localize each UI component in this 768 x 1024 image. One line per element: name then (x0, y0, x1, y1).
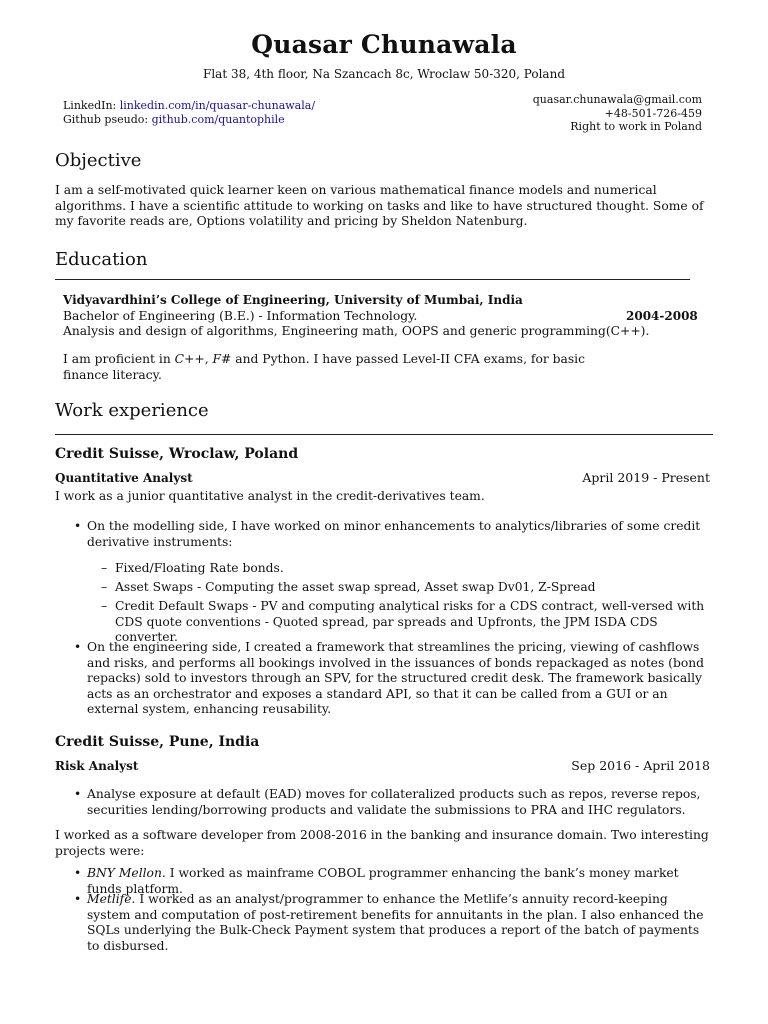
college-name: Vidyavardhini’s College of Engineering, University of Mumbai, India (63, 293, 523, 307)
job2-bullet-ead (74, 787, 714, 818)
dash-mark: – (101, 580, 108, 594)
job1-sub-cds (101, 599, 715, 646)
lang-sep: , (204, 352, 213, 366)
dash-mark: – (101, 561, 108, 575)
work-rule (55, 434, 713, 435)
education-heading: Education (55, 249, 148, 270)
job1-bullet-modelling-text: On the modelling side, I have worked on minor enhancements to analytics/libraries of some credit derivative instruments: (87, 519, 701, 549)
job1-bullet-engineering-text: On the engineering side, I created a framework that streamlines the pricing, viewing of cashflows and risks, and performs all bookings involved in the issuances of bonds repackaged as notes (bond repacks) sold to investors through an SPV, for the structured credit desk. The framework basically acts as an orchestrator and exposes a standard API, so that it can be called from a GUI or an external system, enhancing reusability. (87, 640, 705, 716)
objective-heading: Objective (55, 150, 142, 171)
github-link[interactable]: github.com/quantophile (151, 113, 285, 126)
bullet-mark: • (74, 640, 82, 654)
work-heading: Work experience (55, 400, 209, 421)
job1-sub-asset-swaps-text: Asset Swaps - Computing the asset swap spread, Asset swap Dv01, Z-Spread (115, 580, 596, 594)
lang-cpp: C++ (174, 352, 205, 366)
job1-dates: April 2019 - Present (582, 470, 710, 485)
postal-address: Flat 38, 4th floor, Na Szancach 8c, Wroclaw 50-320, Poland (203, 67, 565, 81)
project-metlife (74, 892, 714, 954)
proficiency-pre: I am proficient in (63, 352, 175, 366)
job1-bullet-modelling (74, 519, 714, 550)
education-years: 2004-2008 (626, 309, 698, 323)
objective-text: I am a self-motivated quick learner keen on various mathematical finance models and numerical algorithms. I have a scientific attitude to working on tasks and like to have structured thought. Some of my favorite reads are, Options volatility and pricing by Sheldon Natenburg. (55, 183, 704, 228)
job1-sub-asset-swaps (101, 580, 715, 596)
project-bny-text: I worked as mainframe COBOL programmer enhancing the bank’s money market funds platform. (87, 866, 679, 896)
github-line (63, 113, 285, 127)
bullet-mark: • (74, 892, 82, 906)
proficiency-post: and Python. I have passed Level-II CFA exams, for basic finance literacy. (63, 352, 586, 382)
linkedin-line (63, 99, 315, 113)
email-address: quasar.chunawala@gmail.com (532, 93, 702, 106)
lang-fsharp: F# (212, 352, 232, 366)
job1-sub-bonds (101, 561, 715, 577)
job1-sub-cds-text: Credit Default Swaps - PV and computing analytical risks for a CDS contract, well-versed with CDS quote conventions - Quoted spread, par spreads and Upfronts, the JPM ISDA CDS converter. (115, 599, 705, 644)
project-metlife-text: I worked as an analyst/programmer to enhance the Metlife’s annuity record-keeping system and computation of post-retirement benefits for annuitants in the plan. I also enhanced the SQLs underlying the Bulk-Check Payment system that produces a report of the batch of payments to disbursed. (87, 892, 704, 953)
job2-company: Credit Suisse, Pune, India (55, 734, 260, 750)
job2-dates: Sep 2016 - April 2018 (571, 758, 710, 773)
resume-name: Quasar Chunawala (251, 30, 517, 59)
project-bny-name: BNY Mellon. (87, 866, 166, 880)
job1-summary: I work as a junior quantitative analyst in the credit-derivatives team. (55, 489, 485, 503)
degree: Bachelor of Engineering (B.E.) - Information Technology. (63, 308, 418, 323)
dash-mark: – (101, 599, 108, 613)
proficiency-text (63, 352, 623, 383)
education-rule (55, 279, 690, 280)
job2-role: Risk Analyst (55, 759, 139, 773)
job2-bullet-ead-text: Analyse exposure at default (EAD) moves for collateralized products such as repos, reverse repos, securities lending/borrowing products and validate the submissions to PRA and IHC regulators. (87, 787, 701, 817)
linkedin-link[interactable]: linkedin.com/in/quasar-chunawala/ (119, 99, 316, 112)
job1-role: Quantitative Analyst (55, 471, 193, 485)
bullet-mark: • (74, 787, 82, 801)
job1-bullet-engineering (74, 640, 714, 718)
job1-sub-bonds-text: Fixed/Floating Rate bonds. (115, 561, 284, 575)
linkedin-label: LinkedIn: (63, 99, 117, 112)
previous-experience: I worked as a software developer from 2008-2016 in the banking and insurance domain. Two interesting projects were: (55, 828, 709, 858)
subjects: Analysis and design of algorithms, Engineering math, OOPS and generic programming(C++). (63, 324, 650, 338)
bullet-mark: • (74, 519, 82, 533)
bullet-mark: • (74, 866, 82, 880)
job1-company: Credit Suisse, Wroclaw, Poland (55, 446, 299, 462)
phone-number: +48-501-726-459 (604, 106, 702, 120)
github-label: Github pseudo: (63, 113, 149, 126)
work-right-note: Right to work in Poland (570, 120, 702, 133)
project-metlife-name: Metlife. (87, 892, 136, 906)
